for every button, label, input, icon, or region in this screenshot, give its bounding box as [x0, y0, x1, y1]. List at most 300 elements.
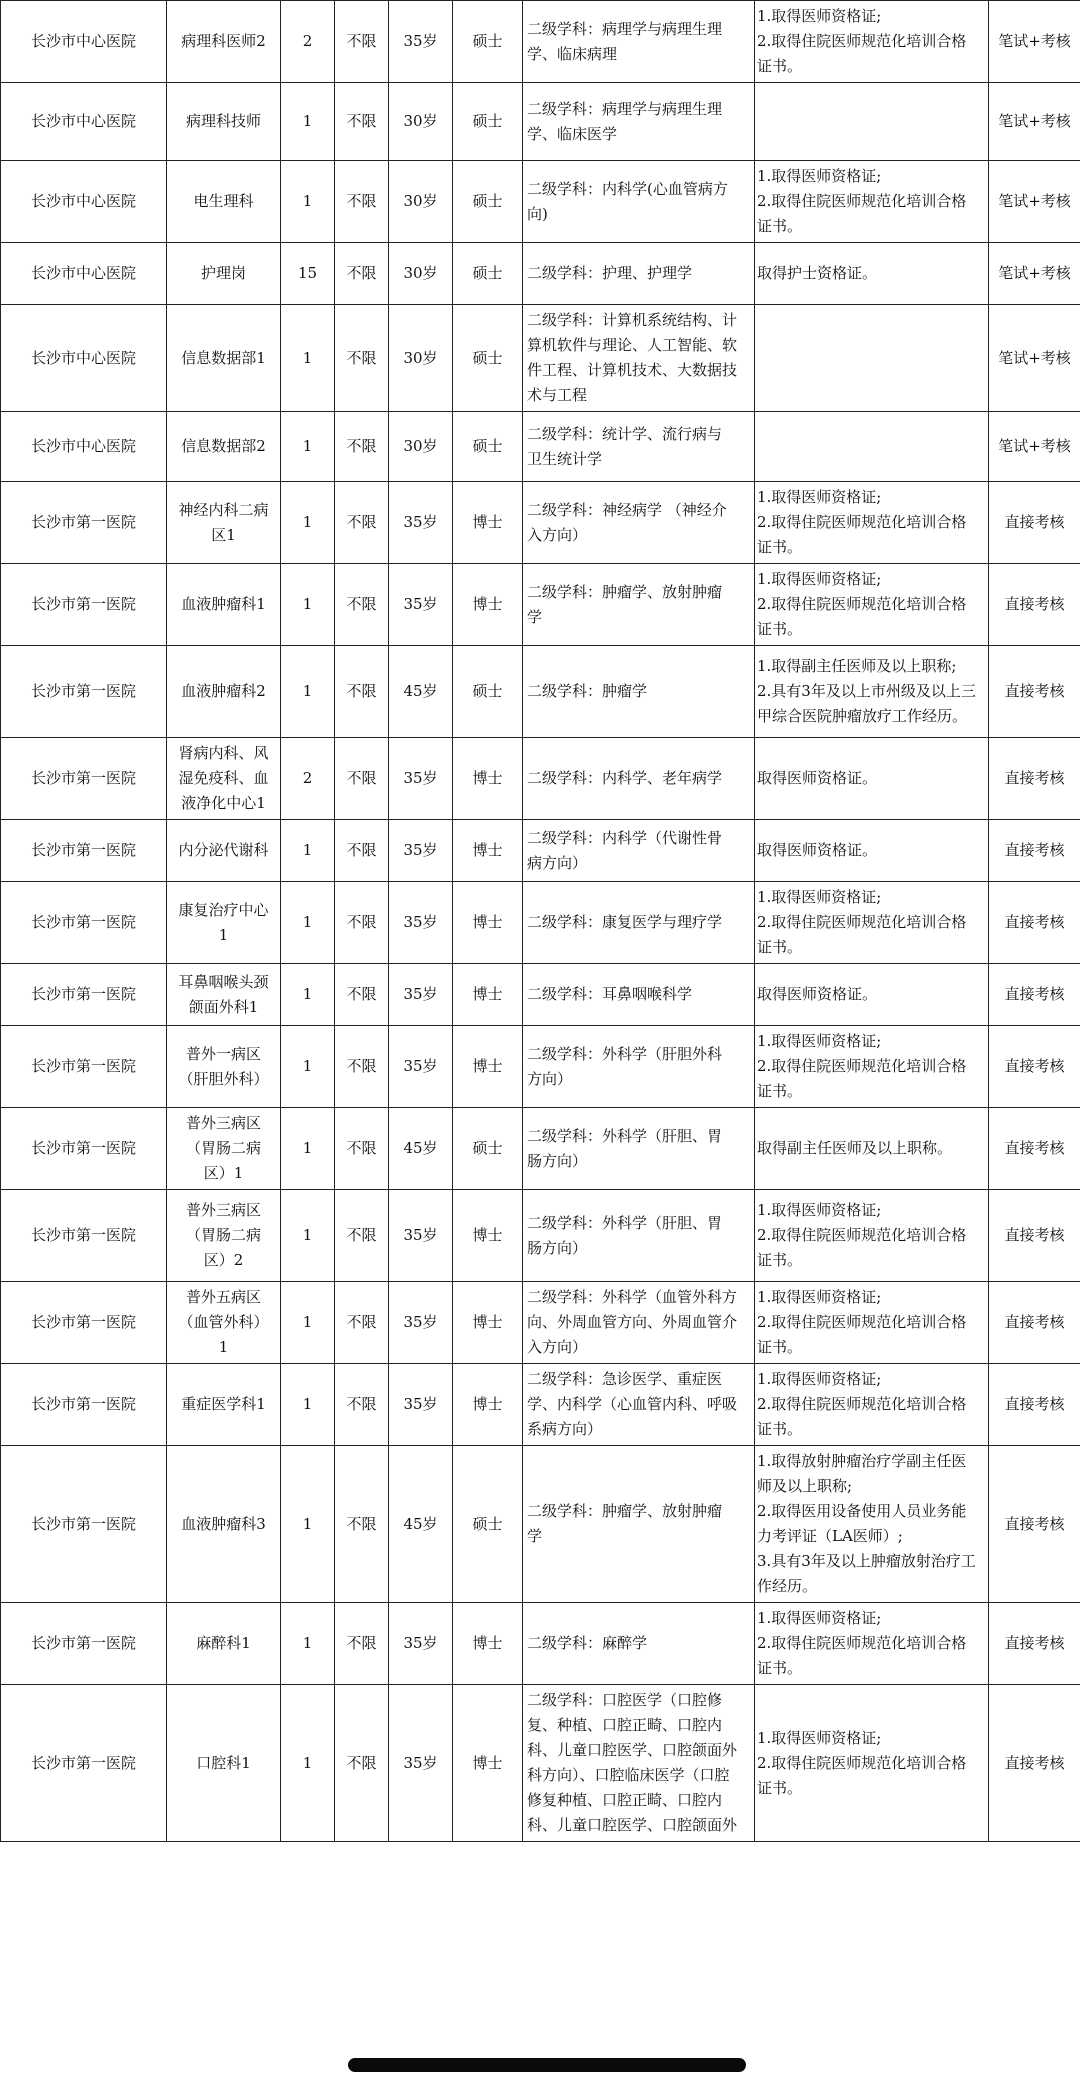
table-body	[1, 1, 1080, 1842]
major-cell	[523, 820, 755, 882]
count-cell: 1	[281, 412, 335, 482]
count-cell: 1	[281, 1603, 335, 1685]
age-cell: 30岁	[389, 83, 453, 161]
requirement-cell-line: 1.取得医师资格证;	[757, 1032, 882, 1050]
table-row	[1, 1, 1080, 83]
count-cell: 1	[281, 820, 335, 882]
post-cell-line: 口腔科1	[196, 1753, 251, 1772]
gender-cell: 不限	[335, 1685, 389, 1842]
major-cell-line: 学、临床病理	[527, 44, 618, 63]
hospital-cell: 长沙市中心医院	[1, 1, 167, 83]
post-cell-line: 颌面外科1	[188, 997, 259, 1016]
major-cell-line: 科、儿童口腔医学、口腔颌面外	[527, 1741, 738, 1759]
major-cell-line: 二级学科：病理学与病理生理	[527, 19, 723, 38]
count-cell: 1	[281, 964, 335, 1026]
count-cell: 1	[281, 646, 335, 738]
degree-cell: 硕士	[453, 1446, 523, 1603]
requirement-cell-line: 取得护士资格证。	[757, 264, 878, 282]
post-cell-line: 湿免疫科、血	[178, 769, 269, 787]
requirement-cell	[755, 1685, 989, 1842]
post-cell	[167, 964, 281, 1026]
post-cell-line: 耳鼻咽喉头颈	[178, 972, 269, 991]
post-cell	[167, 882, 281, 964]
major-cell-line: 二级学科：外科学（血管外科方	[527, 1288, 738, 1306]
post-cell	[167, 412, 281, 482]
major-cell-line: 学	[527, 1527, 543, 1545]
requirement-cell-line: 2.取得住院医师规范化培训合格	[757, 1226, 967, 1244]
count-cell: 1	[281, 882, 335, 964]
requirement-cell	[755, 305, 989, 412]
table-row	[1, 1364, 1080, 1446]
post-cell	[167, 305, 281, 412]
requirement-cell-line: 2.取得住院医师规范化培训合格	[757, 913, 967, 931]
age-cell: 30岁	[389, 412, 453, 482]
major-cell-line: 二级学科：计算机系统结构、计	[527, 311, 738, 329]
major-cell-line: 学、内科学（心血管内科、呼吸	[527, 1395, 738, 1413]
post-cell-line: 区）2	[203, 1251, 244, 1269]
post-cell	[167, 243, 281, 305]
major-cell-line: 二级学科：肿瘤学	[527, 682, 648, 700]
post-cell	[167, 1685, 281, 1842]
count-cell: 1	[281, 1685, 335, 1842]
requirement-cell-line: 2.取得住院医师规范化培训合格	[757, 1395, 967, 1413]
table-row	[1, 482, 1080, 564]
method-cell: 直接考核	[989, 646, 1080, 738]
requirement-cell	[755, 882, 989, 964]
requirement-cell-line: 1.取得医师资格证;	[757, 1609, 882, 1627]
requirement-cell	[755, 1026, 989, 1108]
requirement-cell-line: 证书。	[757, 1082, 803, 1100]
method-cell: 直接考核	[989, 1446, 1080, 1603]
requirement-cell-line: 2.取得住院医师规范化培训合格	[757, 32, 967, 50]
requirement-cell-line: 证书。	[757, 620, 803, 638]
requirement-cell	[755, 820, 989, 882]
post-cell	[167, 1026, 281, 1108]
degree-cell: 硕士	[453, 412, 523, 482]
gender-cell: 不限	[335, 1, 389, 83]
requirement-cell-line: 2.取得住院医师规范化培训合格	[757, 1313, 967, 1331]
major-cell-line: 二级学科：内科学、老年病学	[527, 769, 723, 787]
table-row	[1, 161, 1080, 243]
requirement-cell-line: 1.取得医师资格证;	[757, 1728, 882, 1747]
requirement-cell-line: 1.取得放射肿瘤治疗学副主任医	[757, 1452, 967, 1470]
hospital-cell: 长沙市中心医院	[1, 412, 167, 482]
hospital-cell: 长沙市第一医院	[1, 1603, 167, 1685]
requirement-cell	[755, 1603, 989, 1685]
hospital-cell: 长沙市第一医院	[1, 646, 167, 738]
major-cell-line: 入方向）	[527, 525, 588, 544]
major-cell	[523, 1026, 755, 1108]
major-cell-line: 卫生统计学	[527, 449, 603, 468]
major-cell-line: 科、儿童口腔医学、口腔颌面外	[527, 1816, 738, 1834]
requirement-cell-line: 2.取得住院医师规范化培训合格	[757, 1634, 967, 1652]
method-cell: 笔试+考核	[989, 161, 1080, 243]
major-cell-line: 系病方向）	[527, 1420, 603, 1438]
major-cell-line: 向)	[527, 204, 548, 223]
requirement-cell-line: 取得副主任医师及以上职称。	[757, 1139, 953, 1157]
requirement-cell	[755, 412, 989, 482]
hospital-cell: 长沙市第一医院	[1, 820, 167, 882]
post-cell-line: 神经内科二病	[178, 500, 269, 519]
post-cell	[167, 482, 281, 564]
post-cell-line: （肝胆外科）	[178, 1069, 269, 1088]
method-cell: 直接考核	[989, 738, 1080, 820]
major-cell	[523, 564, 755, 646]
count-cell: 1	[281, 564, 335, 646]
count-cell: 1	[281, 1108, 335, 1190]
major-cell-line: 二级学科：病理学与病理生理	[527, 99, 723, 118]
table-row	[1, 1282, 1080, 1364]
post-cell	[167, 83, 281, 161]
major-cell-line: 学、临床医学	[527, 124, 618, 143]
count-cell: 2	[281, 738, 335, 820]
table-row	[1, 1026, 1080, 1108]
requirement-cell-line: 2.取得住院医师规范化培训合格	[757, 595, 967, 613]
age-cell: 35岁	[389, 964, 453, 1026]
count-cell: 1	[281, 161, 335, 243]
scroll-indicator[interactable]	[348, 2058, 746, 2072]
age-cell: 45岁	[389, 1108, 453, 1190]
post-cell	[167, 1446, 281, 1603]
major-cell-line: 二级学科：外科学（肝胆外科	[527, 1044, 723, 1063]
requirement-cell-line: 3.具有3年及以上肿瘤放射治疗工	[757, 1552, 976, 1570]
major-cell-line: 二级学科：康复医学与理疗学	[527, 913, 723, 931]
gender-cell: 不限	[335, 1282, 389, 1364]
age-cell: 35岁	[389, 564, 453, 646]
method-cell: 直接考核	[989, 1108, 1080, 1190]
requirement-cell-line: 证书。	[757, 1338, 803, 1356]
post-cell-line: 普外一病区	[185, 1044, 261, 1063]
count-cell: 1	[281, 1282, 335, 1364]
requirement-cell	[755, 1, 989, 83]
age-cell: 35岁	[389, 738, 453, 820]
degree-cell: 硕士	[453, 646, 523, 738]
major-cell	[523, 243, 755, 305]
method-cell: 笔试+考核	[989, 305, 1080, 412]
major-cell	[523, 83, 755, 161]
degree-cell: 硕士	[453, 1, 523, 83]
post-cell-line: （血管外科）	[178, 1313, 269, 1331]
major-cell-line: 算机软件与理论、人工智能、软	[527, 336, 738, 354]
count-cell: 15	[281, 243, 335, 305]
requirement-cell-line: 1.取得医师资格证;	[757, 7, 882, 25]
hospital-cell: 长沙市第一医院	[1, 1026, 167, 1108]
count-cell: 2	[281, 1, 335, 83]
hospital-cell: 长沙市第一医院	[1, 1685, 167, 1842]
major-cell	[523, 1685, 755, 1842]
major-cell	[523, 646, 755, 738]
post-cell-line: 护理岗	[200, 264, 246, 282]
hospital-cell: 长沙市第一医院	[1, 964, 167, 1026]
table-row	[1, 1603, 1080, 1685]
major-cell	[523, 1364, 755, 1446]
gender-cell: 不限	[335, 243, 389, 305]
requirement-cell-line: 证书。	[757, 217, 803, 235]
requirement-cell-line: 1.取得副主任医师及以上职称;	[757, 657, 957, 675]
age-cell: 35岁	[389, 1026, 453, 1108]
table-row	[1, 646, 1080, 738]
gender-cell: 不限	[335, 1446, 389, 1603]
degree-cell: 博士	[453, 820, 523, 882]
gender-cell: 不限	[335, 83, 389, 161]
age-cell: 45岁	[389, 646, 453, 738]
gender-cell: 不限	[335, 161, 389, 243]
post-cell-line: 血液肿瘤科1	[181, 595, 266, 613]
gender-cell: 不限	[335, 1603, 389, 1685]
count-cell: 1	[281, 305, 335, 412]
degree-cell: 博士	[453, 882, 523, 964]
major-cell-line: 方向）	[527, 1069, 573, 1088]
post-cell-line: 病理科医师2	[181, 32, 266, 50]
requirement-cell-line: 作经历。	[757, 1577, 818, 1595]
gender-cell: 不限	[335, 1190, 389, 1282]
gender-cell: 不限	[335, 820, 389, 882]
major-cell	[523, 1108, 755, 1190]
requirement-cell-line: 甲综合医院肿瘤放疗工作经历。	[757, 707, 968, 725]
degree-cell: 博士	[453, 1282, 523, 1364]
gender-cell: 不限	[335, 412, 389, 482]
age-cell: 35岁	[389, 820, 453, 882]
major-cell	[523, 1, 755, 83]
requirement-cell-line: 证书。	[757, 1778, 803, 1797]
major-cell-line: 二级学科：统计学、流行病与	[527, 424, 723, 443]
post-cell-line: 电生理科	[193, 192, 254, 210]
age-cell: 30岁	[389, 305, 453, 412]
hospital-cell: 长沙市第一医院	[1, 482, 167, 564]
method-cell: 笔试+考核	[989, 412, 1080, 482]
gender-cell: 不限	[335, 1364, 389, 1446]
method-cell: 直接考核	[989, 1190, 1080, 1282]
major-cell-line: 向、外周血管方向、外周血管介	[527, 1313, 738, 1331]
gender-cell: 不限	[335, 1108, 389, 1190]
major-cell-line: 二级学科：肿瘤学、放射肿瘤	[527, 1502, 723, 1520]
method-cell: 直接考核	[989, 820, 1080, 882]
hospital-cell: 长沙市中心医院	[1, 305, 167, 412]
post-cell-line: 血液肿瘤科3	[181, 1514, 266, 1533]
table-row	[1, 1108, 1080, 1190]
major-cell-line: 二级学科：口腔医学（口腔修	[527, 1691, 723, 1709]
post-cell	[167, 1282, 281, 1364]
post-cell	[167, 820, 281, 882]
post-cell-line: 普外三病区	[185, 1201, 261, 1219]
major-cell-line: 二级学科：耳鼻咽喉科学	[527, 985, 693, 1003]
count-cell: 1	[281, 482, 335, 564]
gender-cell: 不限	[335, 1026, 389, 1108]
degree-cell: 博士	[453, 738, 523, 820]
major-cell	[523, 964, 755, 1026]
major-cell	[523, 161, 755, 243]
table-row	[1, 882, 1080, 964]
method-cell: 笔试+考核	[989, 243, 1080, 305]
degree-cell: 博士	[453, 1190, 523, 1282]
table-row	[1, 412, 1080, 482]
post-cell	[167, 564, 281, 646]
post-cell-line: 1	[218, 925, 229, 944]
age-cell: 35岁	[389, 882, 453, 964]
major-cell	[523, 1603, 755, 1685]
major-cell-line: 复、种植、口腔正畸、口腔内	[527, 1716, 723, 1734]
requirement-cell-line: 1.取得医师资格证;	[757, 888, 882, 906]
requirement-cell-line: 2.取得住院医师规范化培训合格	[757, 1753, 967, 1772]
age-cell: 35岁	[389, 1685, 453, 1842]
table-row	[1, 738, 1080, 820]
post-cell-line: 区1	[211, 525, 236, 544]
requirement-cell-line: 2.取得住院医师规范化培训合格	[757, 192, 967, 210]
requirement-cell-line: 取得医师资格证。	[757, 841, 878, 859]
table-row	[1, 564, 1080, 646]
requirement-cell-line: 1.取得医师资格证;	[757, 1201, 882, 1219]
major-cell	[523, 482, 755, 564]
requirement-cell	[755, 1108, 989, 1190]
post-cell-line: 血液肿瘤科2	[181, 682, 266, 700]
method-cell: 直接考核	[989, 1364, 1080, 1446]
gender-cell: 不限	[335, 564, 389, 646]
degree-cell: 博士	[453, 1603, 523, 1685]
requirement-cell	[755, 1446, 989, 1603]
hospital-cell: 长沙市中心医院	[1, 243, 167, 305]
requirement-cell	[755, 964, 989, 1026]
requirement-cell-line: 2.具有3年及以上市州级及以上三	[757, 682, 976, 700]
age-cell: 35岁	[389, 1282, 453, 1364]
post-cell-line: 信息数据部2	[181, 437, 266, 455]
table-row	[1, 964, 1080, 1026]
table-row	[1, 243, 1080, 305]
gender-cell: 不限	[335, 964, 389, 1026]
requirement-cell-line: 1.取得医师资格证;	[757, 1370, 882, 1388]
major-cell-line: 术与工程	[527, 386, 588, 404]
gender-cell: 不限	[335, 482, 389, 564]
post-cell	[167, 1364, 281, 1446]
age-cell: 30岁	[389, 243, 453, 305]
hospital-cell: 长沙市第一医院	[1, 1364, 167, 1446]
degree-cell: 博士	[453, 482, 523, 564]
degree-cell: 博士	[453, 1685, 523, 1842]
requirement-cell-line: 取得医师资格证。	[757, 985, 878, 1003]
table-row	[1, 305, 1080, 412]
post-cell-line: 病理科技师	[185, 112, 261, 130]
major-cell	[523, 882, 755, 964]
requirement-cell-line: 证书。	[757, 57, 803, 75]
major-cell	[523, 1190, 755, 1282]
post-cell-line: （胃肠二病	[185, 1226, 261, 1244]
method-cell: 直接考核	[989, 1685, 1080, 1842]
requirement-cell	[755, 646, 989, 738]
requirement-cell	[755, 83, 989, 161]
method-cell: 直接考核	[989, 882, 1080, 964]
post-cell	[167, 1603, 281, 1685]
method-cell: 笔试+考核	[989, 83, 1080, 161]
post-cell-line: 信息数据部1	[181, 348, 266, 367]
requirement-cell-line: 师及以上职称;	[757, 1477, 853, 1495]
table-row	[1, 1190, 1080, 1282]
major-cell	[523, 738, 755, 820]
major-cell	[523, 305, 755, 412]
post-cell	[167, 738, 281, 820]
degree-cell: 硕士	[453, 161, 523, 243]
major-cell-line: 学	[527, 607, 543, 626]
age-cell: 45岁	[389, 1446, 453, 1603]
table-row	[1, 1446, 1080, 1603]
major-cell-line: 入方向）	[527, 1338, 588, 1356]
method-cell: 直接考核	[989, 1603, 1080, 1685]
age-cell: 35岁	[389, 1603, 453, 1685]
post-cell-line: 康复治疗中心	[178, 900, 269, 919]
hospital-cell: 长沙市第一医院	[1, 1446, 167, 1603]
hospital-cell: 长沙市第一医院	[1, 882, 167, 964]
major-cell-line: 修复种植、口腔正畸、口腔内	[527, 1791, 723, 1809]
post-cell-line: 麻醉科1	[196, 1634, 251, 1652]
post-cell-line: 液净化中心1	[181, 794, 266, 812]
table-row	[1, 820, 1080, 882]
major-cell-line: 二级学科：麻醉学	[527, 1634, 648, 1652]
requirement-cell-line: 证书。	[757, 1659, 803, 1677]
major-cell-line: 肠方向）	[527, 1238, 588, 1257]
hospital-cell: 长沙市第一医院	[1, 564, 167, 646]
hospital-cell: 长沙市中心医院	[1, 161, 167, 243]
post-cell-line: 重症医学科1	[181, 1395, 266, 1413]
hospital-cell: 长沙市第一医院	[1, 1282, 167, 1364]
method-cell: 直接考核	[989, 1282, 1080, 1364]
major-cell	[523, 412, 755, 482]
post-cell	[167, 1, 281, 83]
requirement-cell-line: 2.取得医用设备使用人员业务能	[757, 1502, 967, 1520]
age-cell: 30岁	[389, 161, 453, 243]
requirement-cell-line: 证书。	[757, 938, 803, 956]
hospital-cell: 长沙市第一医院	[1, 738, 167, 820]
post-cell-line: 普外五病区	[185, 1288, 261, 1306]
method-cell: 直接考核	[989, 564, 1080, 646]
requirement-cell-line: 1.取得医师资格证;	[757, 167, 882, 185]
degree-cell: 硕士	[453, 1108, 523, 1190]
post-cell	[167, 1190, 281, 1282]
requirement-cell-line: 2.取得住院医师规范化培训合格	[757, 1057, 967, 1075]
gender-cell: 不限	[335, 646, 389, 738]
method-cell: 直接考核	[989, 964, 1080, 1026]
count-cell: 1	[281, 1446, 335, 1603]
method-cell: 直接考核	[989, 1026, 1080, 1108]
post-cell-line: 内分泌代谢科	[178, 841, 269, 859]
requirement-cell	[755, 243, 989, 305]
requirement-cell	[755, 482, 989, 564]
post-cell-line: 肾病内科、风	[178, 744, 269, 762]
requirement-cell-line: 2.取得住院医师规范化培训合格	[757, 513, 967, 531]
requirement-cell	[755, 1190, 989, 1282]
table-row	[1, 1685, 1080, 1842]
major-cell-line: 二级学科：急诊医学、重症医	[527, 1370, 723, 1388]
count-cell: 1	[281, 1364, 335, 1446]
gender-cell: 不限	[335, 305, 389, 412]
count-cell: 1	[281, 1190, 335, 1282]
requirement-cell-line: 1.取得医师资格证;	[757, 1288, 882, 1306]
degree-cell: 博士	[453, 564, 523, 646]
requirement-cell	[755, 161, 989, 243]
requirement-cell	[755, 738, 989, 820]
degree-cell: 博士	[453, 964, 523, 1026]
post-cell	[167, 1108, 281, 1190]
requirement-cell-line: 1.取得医师资格证;	[757, 488, 882, 506]
major-cell-line: 二级学科：神经病学 （神经介	[527, 500, 727, 519]
table-row	[1, 83, 1080, 161]
major-cell-line: 二级学科：内科学(心血管病方	[527, 179, 728, 198]
post-cell-line: 区）1	[203, 1164, 244, 1182]
post-cell	[167, 161, 281, 243]
requirement-cell	[755, 1282, 989, 1364]
requirement-cell-line: 证书。	[757, 538, 803, 556]
requirement-cell	[755, 564, 989, 646]
degree-cell: 硕士	[453, 243, 523, 305]
hospital-cell: 长沙市中心医院	[1, 83, 167, 161]
gender-cell: 不限	[335, 738, 389, 820]
